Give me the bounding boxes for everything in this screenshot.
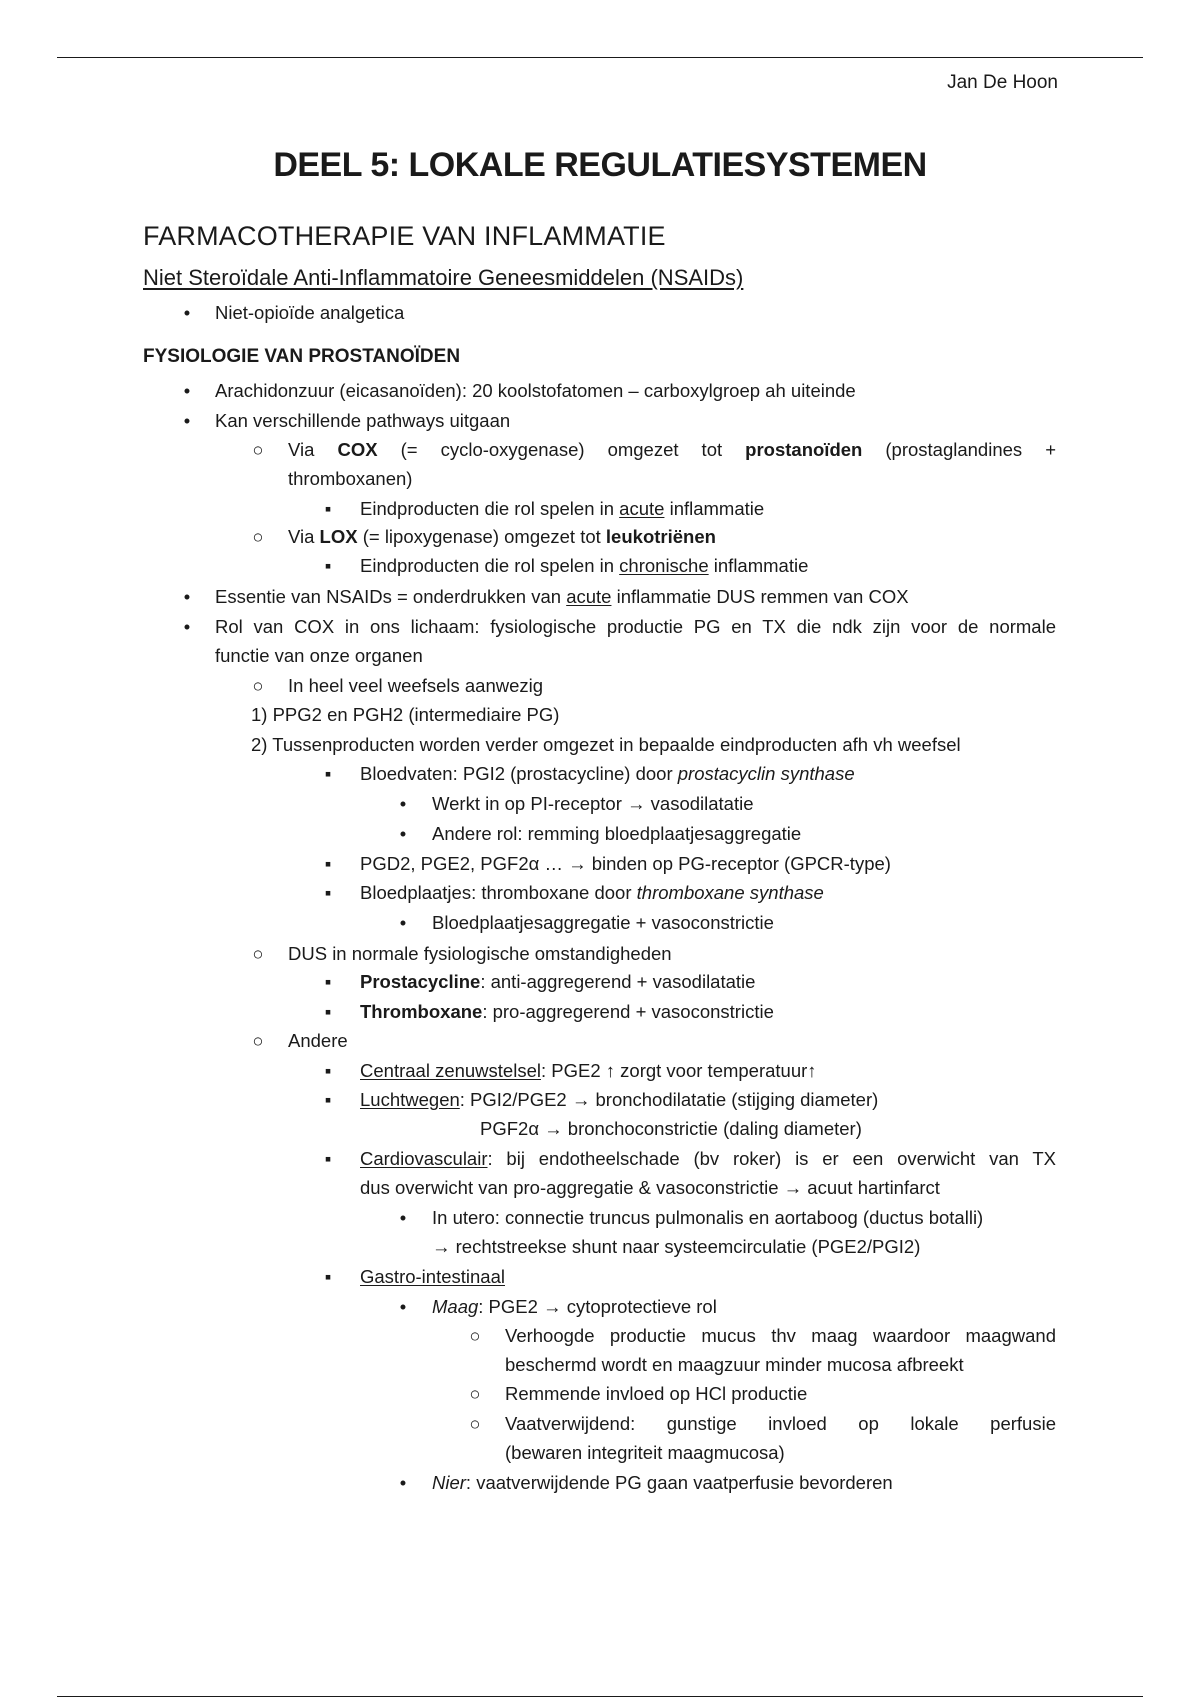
bullet-disc: •: [183, 380, 191, 401]
bottom-rule: [57, 1696, 1143, 1697]
section-heading: FARMACOTHERAPIE VAN INFLAMMATIE: [143, 221, 666, 251]
bullet-disc: •: [183, 616, 191, 637]
bullet-square: ▪: [324, 498, 332, 519]
bullet-circle: ○: [469, 1383, 481, 1404]
bullet-circle: ○: [252, 439, 264, 460]
bullet-square: ▪: [324, 1001, 332, 1022]
bullet-disc: •: [399, 1296, 407, 1317]
author-name: Jan De Hoon: [947, 72, 1058, 93]
bullet-circle: ○: [469, 1325, 481, 1346]
bullet-disc: •: [399, 793, 407, 814]
bullet-square: ▪: [324, 1089, 332, 1110]
bullet-circle: ○: [252, 526, 264, 547]
bullet-disc: •: [399, 1207, 407, 1228]
bullet-square: ▪: [324, 1060, 332, 1081]
bullet-disc: •: [183, 410, 191, 431]
bullet-circle: ○: [252, 675, 264, 696]
bullet-circle: ○: [252, 943, 264, 964]
section-subheading: Niet Steroïdale Anti-Inflammatoire Geneesmiddelen (NSAIDs): [143, 265, 744, 290]
subsection-heading: FYSIOLOGIE VAN PROSTANOÏDEN: [143, 346, 461, 367]
bullet-disc: •: [183, 302, 191, 323]
bullet-square: ▪: [324, 971, 332, 992]
bullet-square: ▪: [324, 1148, 332, 1169]
bullet-square: ▪: [324, 882, 332, 903]
bullet-square: ▪: [324, 1266, 332, 1287]
top-rule: [57, 57, 1143, 58]
bullet-disc: •: [399, 912, 407, 933]
bullet-disc: •: [183, 586, 191, 607]
page-title: DEEL 5: LOKALE REGULATIESYSTEMEN: [273, 146, 927, 184]
bullet-disc: •: [399, 1472, 407, 1493]
bullet-disc: •: [399, 823, 407, 844]
bullet-circle: ○: [252, 1030, 264, 1051]
bullet-circle: ○: [469, 1413, 481, 1434]
bullet-square: ▪: [324, 763, 332, 784]
bullet-square: ▪: [324, 853, 332, 874]
bullet-square: ▪: [324, 555, 332, 576]
